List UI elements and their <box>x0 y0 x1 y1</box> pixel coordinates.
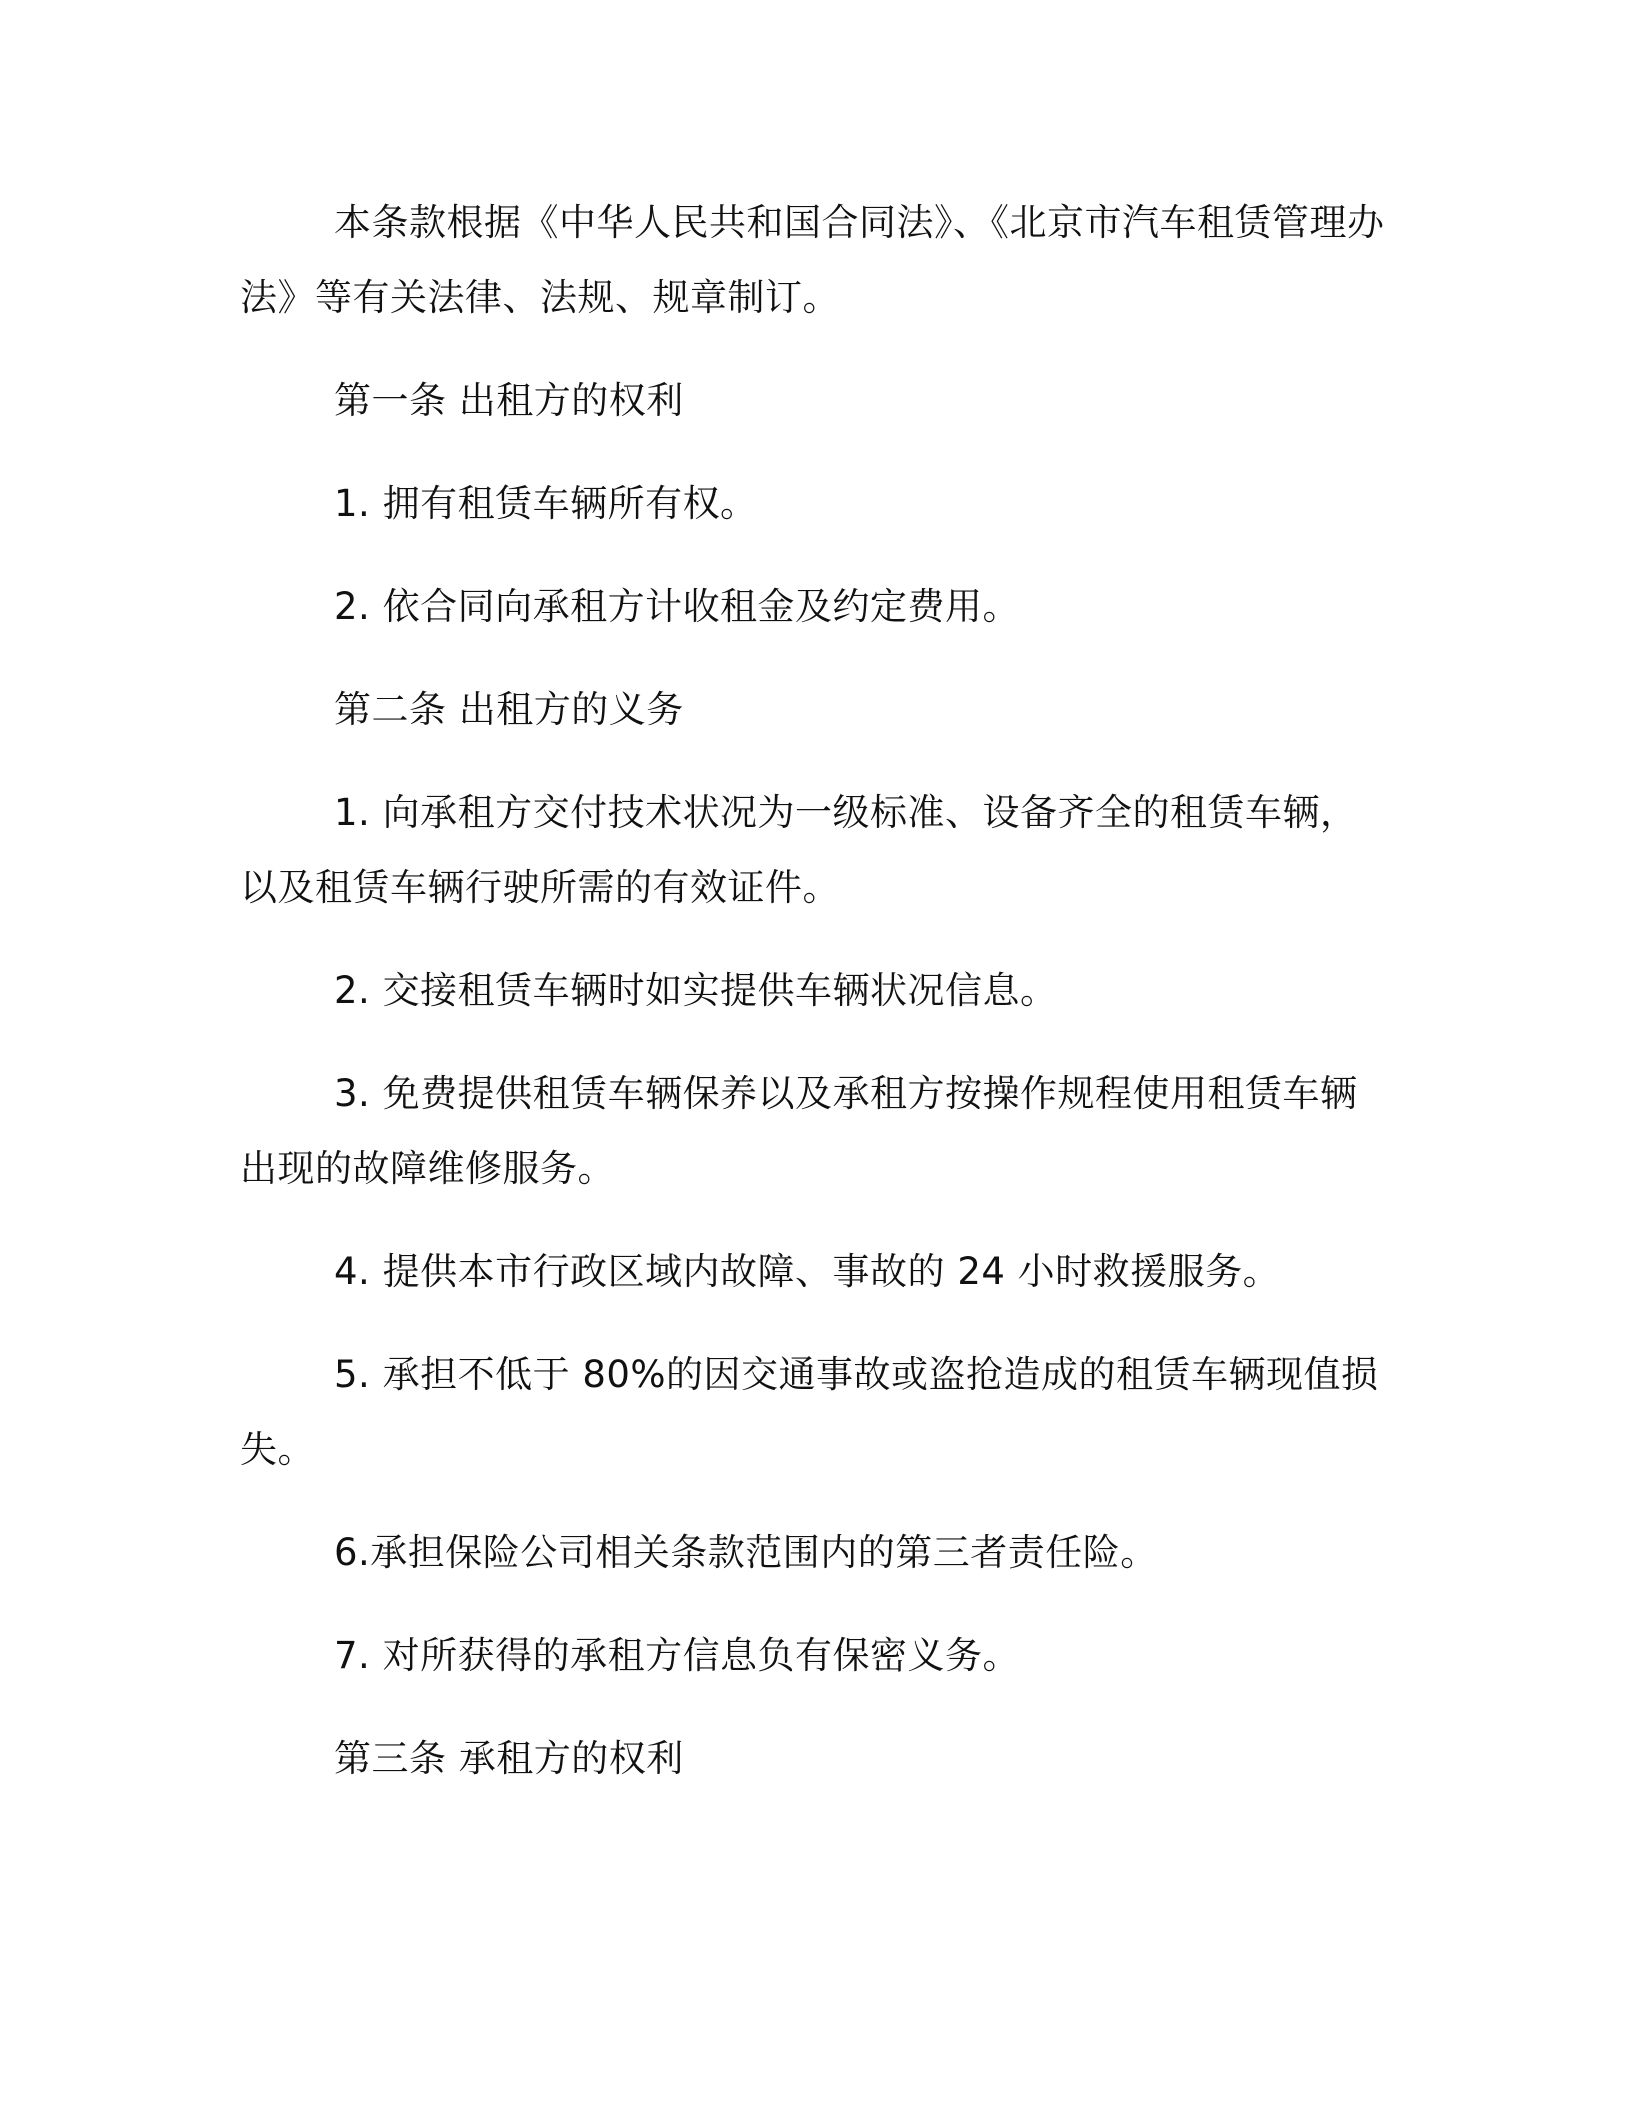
article-2-item-1: 1. 向承租方交付技术状况为一级标准、设备齐全的租赁车辆，以及租赁车辆行驶所需的有效证件。 <box>240 791 1358 909</box>
spacer <box>240 1309 1388 1337</box>
article-2-item-6: 6.承担保险公司相关条款范围内的第三者责任险。 <box>334 1531 1158 1574</box>
preamble-paragraph: 本条款根据《中华人民共和国合同法》、《北京市汽车租赁管理办法》等有关法律、法规、规章制订。 <box>240 201 1385 319</box>
spacer <box>240 1206 1388 1234</box>
article-2-item-4: 4. 提供本市行政区域内故障、事故的 24 小时救援服务。 <box>334 1250 1281 1293</box>
article-2-item-7: 7. 对所获得的承租方信息负有保密义务。 <box>334 1634 1021 1677</box>
spacer <box>240 747 1388 775</box>
spacer <box>240 1487 1388 1515</box>
article-1-item-1: 1. 拥有租赁车辆所有权。 <box>334 482 758 525</box>
spacer <box>240 541 1388 569</box>
article-1-heading: 第一条 出租方的权利 <box>334 379 684 422</box>
spacer <box>240 925 1388 953</box>
spacer <box>240 335 1388 363</box>
article-2-item-5: 5. 承担不低于 80%的因交通事故或盗抢造成的租赁车辆现值损失。 <box>240 1353 1379 1471</box>
spacer <box>240 438 1388 466</box>
article-2-item-2: 2. 交接租赁车辆时如实提供车辆状况信息。 <box>334 969 1058 1012</box>
document-body <box>240 185 1388 1796</box>
article-2-item-3: 3. 免费提供租赁车辆保养以及承租方按操作规程使用租赁车辆出现的故障维修服务。 <box>240 1072 1358 1190</box>
spacer <box>240 1590 1388 1618</box>
spacer <box>240 644 1388 672</box>
article-2-heading: 第二条 出租方的义务 <box>334 688 684 731</box>
article-3-heading: 第三条 承租方的权利 <box>334 1737 684 1780</box>
spacer <box>240 1693 1388 1721</box>
article-1-item-2: 2. 依合同向承租方计收租金及约定费用。 <box>334 585 1021 628</box>
spacer <box>240 1028 1388 1056</box>
